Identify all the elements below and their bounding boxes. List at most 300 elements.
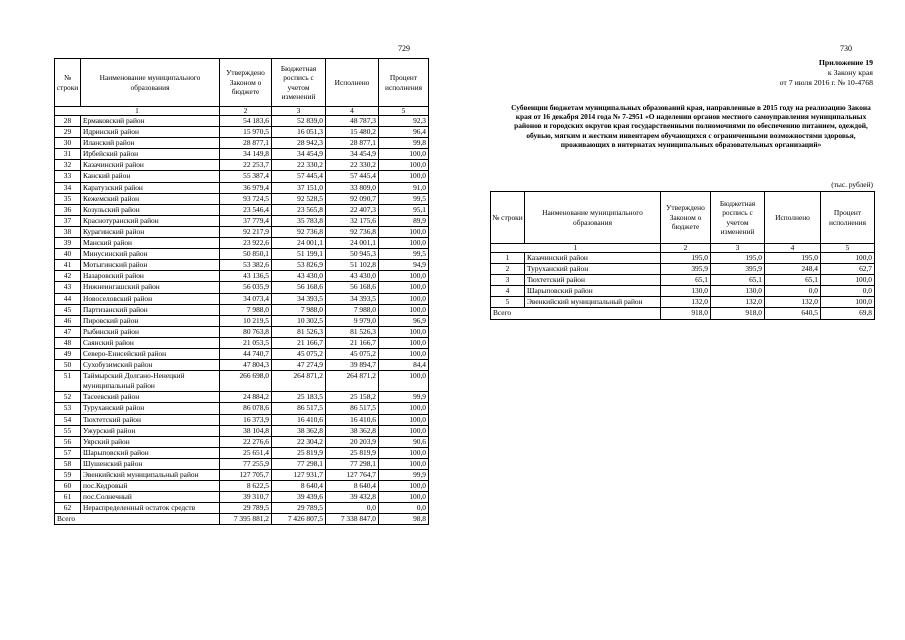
row-number: 59 (55, 470, 81, 481)
municipality-name: Эвенкийский муниципальный район (81, 470, 220, 481)
budget-value: 25 819,9 (272, 447, 326, 458)
executed-value: 92 736,8 (326, 226, 379, 237)
percent-value: 100,0 (379, 226, 429, 237)
approved-value: 195,0 (661, 253, 711, 264)
percent-value: 100,0 (379, 403, 429, 414)
row-number: 28 (55, 116, 81, 127)
municipality-name: Нижнеингашский район (81, 282, 220, 293)
executed-value: 195,0 (765, 253, 821, 264)
appendix-line-2: к Закону края (827, 68, 873, 77)
municipality-name: Шушенский район (81, 458, 220, 469)
approved-value: 266 698,0 (220, 371, 272, 392)
table-row (55, 458, 429, 469)
approved-value: 38 104,8 (220, 425, 272, 436)
executed-value: 8 640,4 (326, 481, 379, 492)
municipality-name: Козульский район (81, 204, 220, 215)
budget-value: 195,0 (711, 253, 765, 264)
row-number: 52 (55, 392, 81, 403)
total-budget: 918,0 (711, 308, 765, 319)
approved-value: 44 740,7 (220, 348, 272, 359)
table-row (55, 503, 429, 514)
budget-value: 35 783,8 (272, 215, 326, 226)
row-number: 31 (55, 149, 81, 160)
approved-value: 25 651,4 (220, 447, 272, 458)
budget-value: 264 871,2 (272, 371, 326, 392)
header-approved: Утверждено Законом о бюджете (661, 192, 711, 244)
approved-value: 43 136,5 (220, 271, 272, 282)
executed-value: 38 362,8 (326, 425, 379, 436)
municipality-name: Туруханский район (81, 403, 220, 414)
municipality-name: Кежемский район (81, 193, 220, 204)
percent-value: 99,5 (379, 249, 429, 260)
table-row (55, 116, 429, 127)
row-number: 35 (55, 193, 81, 204)
percent-value: 100,0 (379, 425, 429, 436)
approved-value: 36 979,4 (220, 182, 272, 193)
percent-value: 90,6 (379, 436, 429, 447)
table-row (55, 149, 429, 160)
percent-value: 99,5 (379, 193, 429, 204)
budget-value: 22 304,2 (272, 436, 326, 447)
table-row (55, 392, 429, 403)
executed-value: 248,4 (765, 264, 821, 275)
header-executed: Исполнено (326, 59, 379, 107)
total-label: Всего (491, 308, 661, 319)
header-percent: Процент исполнения (379, 59, 429, 107)
total-executed: 640,5 (765, 308, 821, 319)
municipality-name: Северо-Енисейский район (81, 348, 220, 359)
row-number: 42 (55, 271, 81, 282)
percent-value: 100,0 (821, 253, 875, 264)
executed-value: 48 787,3 (326, 116, 379, 127)
table-row (55, 348, 429, 359)
unit-label: (тыс. рублей) (831, 180, 873, 189)
row-number: 29 (55, 127, 81, 138)
percent-value: 91,0 (379, 182, 429, 193)
percent-value: 100,0 (379, 304, 429, 315)
executed-value: 16 410,6 (326, 414, 379, 425)
row-number: 56 (55, 436, 81, 447)
budget-value: 29 789,5 (272, 503, 326, 514)
municipality-name: Нераспределенный остаток средств (81, 503, 220, 514)
percent-value: 100,0 (379, 160, 429, 171)
table-row (55, 425, 429, 436)
budget-value: 53 826,9 (272, 260, 326, 271)
approved-value: 28 877,1 (220, 138, 272, 149)
appendix-line-3: от 7 июля 2016 г. № 10-4768 (779, 78, 873, 87)
header-municipality: Наименование муниципального образования (81, 59, 220, 107)
approved-value: 7 988,0 (220, 304, 272, 315)
row-number: 45 (55, 304, 81, 315)
executed-value: 86 517,5 (326, 403, 379, 414)
colnum-3: 3 (272, 107, 326, 116)
approved-value: 34 073,4 (220, 293, 272, 304)
table-row (55, 271, 429, 282)
approved-value: 39 310,7 (220, 492, 272, 503)
executed-value: 0,0 (326, 503, 379, 514)
executed-value: 24 001,1 (326, 238, 379, 249)
percent-value: 100,0 (379, 326, 429, 337)
row-number: 46 (55, 315, 81, 326)
executed-value: 92 090,7 (326, 193, 379, 204)
table-row (55, 138, 429, 149)
left-table (54, 58, 429, 525)
percent-value: 100,0 (379, 371, 429, 392)
executed-value: 33 809,0 (326, 182, 379, 193)
municipality-name: Ирбейский район (81, 149, 220, 160)
approved-value: 22 276,6 (220, 436, 272, 447)
budget-value: 52 839,0 (272, 116, 326, 127)
row-number: 1 (491, 253, 525, 264)
municipality-name: Туруханский район (525, 264, 661, 275)
percent-value: 0,0 (821, 286, 875, 297)
percent-value: 0,0 (379, 503, 429, 514)
appendix-line-1: Приложение 19 (818, 58, 873, 67)
executed-value: 32 175,6 (326, 215, 379, 226)
budget-value: 34 454,9 (272, 149, 326, 160)
municipality-name: Краснотуранский район (81, 215, 220, 226)
row-number: 3 (491, 275, 525, 286)
approved-value: 24 884,2 (220, 392, 272, 403)
municipality-name: Новоселовский район (81, 293, 220, 304)
table-row (55, 171, 429, 182)
table-row (55, 182, 429, 193)
budget-value: 24 001,1 (272, 238, 326, 249)
municipality-name: Тасеевский район (81, 392, 220, 403)
colnum-5: 5 (379, 107, 429, 116)
executed-value: 132,0 (765, 297, 821, 308)
total-row (491, 308, 875, 319)
municipality-name: Уярский район (81, 436, 220, 447)
colnum-5: 5 (821, 244, 875, 253)
total-percent: 98,8 (379, 514, 429, 525)
table-row (55, 226, 429, 237)
budget-value: 65,1 (711, 275, 765, 286)
table-row (55, 403, 429, 414)
budget-value: 92 528,5 (272, 193, 326, 204)
executed-value: 39 432,8 (326, 492, 379, 503)
table-row (55, 293, 429, 304)
municipality-name: Пировский район (81, 315, 220, 326)
table-row (55, 160, 429, 171)
row-number: 32 (55, 160, 81, 171)
row-number: 30 (55, 138, 81, 149)
budget-value: 23 565,8 (272, 204, 326, 215)
executed-value: 25 819,9 (326, 447, 379, 458)
total-label: Всего (55, 514, 220, 525)
row-number: 51 (55, 371, 81, 392)
budget-value: 38 362,8 (272, 425, 326, 436)
row-number: 5 (491, 297, 525, 308)
approved-value: 92 217,9 (220, 226, 272, 237)
table-row (55, 371, 429, 392)
municipality-name: Саянский район (81, 337, 220, 348)
row-number: 61 (55, 492, 81, 503)
table-row (55, 447, 429, 458)
executed-value: 65,1 (765, 275, 821, 286)
approved-value: 21 053,5 (220, 337, 272, 348)
table-row (491, 286, 875, 297)
table-row (55, 470, 429, 481)
executed-value: 51 102,8 (326, 260, 379, 271)
budget-value: 45 075,2 (272, 348, 326, 359)
table-row (55, 315, 429, 326)
executed-value: 39 894,7 (326, 360, 379, 371)
percent-value: 94,9 (379, 260, 429, 271)
municipality-name: Ужурский район (81, 425, 220, 436)
municipality-name: Иланский район (81, 138, 220, 149)
budget-value: 92 736,8 (272, 226, 326, 237)
row-number: 54 (55, 414, 81, 425)
municipality-name: Мотыгинский район (81, 260, 220, 271)
executed-value: 34 393,5 (326, 293, 379, 304)
percent-value: 100,0 (379, 293, 429, 304)
row-number: 57 (55, 447, 81, 458)
budget-value: 56 168,6 (272, 282, 326, 293)
approved-value: 8 622,5 (220, 481, 272, 492)
total-executed: 7 338 847,0 (326, 514, 379, 525)
row-number: 44 (55, 293, 81, 304)
percent-value: 100,0 (379, 348, 429, 359)
approved-value: 23 546,4 (220, 204, 272, 215)
total-budget: 7 426 807,5 (272, 514, 326, 525)
approved-value: 395,9 (661, 264, 711, 275)
executed-value: 21 166,7 (326, 337, 379, 348)
approved-value: 65,1 (661, 275, 711, 286)
executed-value: 50 945,3 (326, 249, 379, 260)
executed-value: 7 988,0 (326, 304, 379, 315)
municipality-name: Эвенкийский муниципальный район (525, 297, 661, 308)
municipality-name: Шарыповский район (81, 447, 220, 458)
budget-value: 132,0 (711, 297, 765, 308)
table-row (55, 282, 429, 293)
budget-value: 51 199,1 (272, 249, 326, 260)
percent-value: 100,0 (379, 271, 429, 282)
right-colnum-row (491, 244, 875, 253)
approved-value: 37 779,4 (220, 215, 272, 226)
colnum-4: 4 (765, 244, 821, 253)
budget-value: 34 393,5 (272, 293, 326, 304)
municipality-name: Назаровский район (81, 271, 220, 282)
municipality-name: Канский район (81, 171, 220, 182)
right-table (490, 191, 875, 320)
percent-value: 100,0 (821, 275, 875, 286)
approved-value: 34 149,8 (220, 149, 272, 160)
budget-value: 77 298,1 (272, 458, 326, 469)
total-percent: 69,8 (821, 308, 875, 319)
executed-value: 22 407,3 (326, 204, 379, 215)
municipality-name: Сухобузимский район (81, 360, 220, 371)
executed-value: 22 330,2 (326, 160, 379, 171)
row-number: 34 (55, 182, 81, 193)
table-row (55, 204, 429, 215)
total-approved: 7 395 881,2 (220, 514, 272, 525)
page-number-right: 730 (840, 44, 852, 53)
percent-value: 100,0 (379, 414, 429, 425)
approved-value: 132,0 (661, 297, 711, 308)
table-row (55, 127, 429, 138)
budget-value: 37 151,0 (272, 182, 326, 193)
colnum-4: 4 (326, 107, 379, 116)
budget-value: 16 410,6 (272, 414, 326, 425)
row-number: 33 (55, 171, 81, 182)
table-row (491, 297, 875, 308)
colnum-3: 3 (711, 244, 765, 253)
approved-value: 15 970,5 (220, 127, 272, 138)
percent-value: 100,0 (379, 447, 429, 458)
header-percent: Процент исполнения (821, 192, 875, 244)
approved-value: 10 219,5 (220, 315, 272, 326)
row-number: 36 (55, 204, 81, 215)
municipality-name: Минусинский район (81, 249, 220, 260)
header-municipality: Наименование муниципального образования (525, 192, 661, 244)
percent-value: 92,3 (379, 116, 429, 127)
row-number: 48 (55, 337, 81, 348)
row-number: 40 (55, 249, 81, 260)
executed-value: 0,0 (765, 286, 821, 297)
approved-value: 86 078,6 (220, 403, 272, 414)
percent-value: 100,0 (379, 492, 429, 503)
row-number: 37 (55, 215, 81, 226)
budget-value: 47 274,9 (272, 360, 326, 371)
percent-value: 100,0 (379, 149, 429, 160)
colnum-1: 1 (491, 244, 661, 253)
row-number: 47 (55, 326, 81, 337)
municipality-name: Партизанский район (81, 304, 220, 315)
approved-value: 47 804,3 (220, 360, 272, 371)
municipality-name: Шарыповский район (525, 286, 661, 297)
approved-value: 29 789,5 (220, 503, 272, 514)
percent-value: 99,9 (379, 392, 429, 403)
left-colnum-row (55, 107, 429, 116)
table-row (55, 481, 429, 492)
header-row-number: № строки (491, 192, 525, 244)
percent-value: 96,9 (379, 315, 429, 326)
percent-value: 100,0 (379, 481, 429, 492)
budget-value: 10 302,5 (272, 315, 326, 326)
colnum-2: 2 (661, 244, 711, 253)
row-number: 60 (55, 481, 81, 492)
row-number: 62 (55, 503, 81, 514)
municipality-name: пос.Солнечный (81, 492, 220, 503)
row-number: 38 (55, 226, 81, 237)
budget-value: 28 942,3 (272, 138, 326, 149)
right-header-row (491, 192, 875, 244)
row-number: 50 (55, 360, 81, 371)
colnum-2: 2 (220, 107, 272, 116)
approved-value: 54 183,6 (220, 116, 272, 127)
table-row (55, 215, 429, 226)
percent-value: 100,0 (379, 171, 429, 182)
percent-value: 95,1 (379, 204, 429, 215)
budget-value: 86 517,5 (272, 403, 326, 414)
municipality-name: Курагинский район (81, 226, 220, 237)
table-row (55, 436, 429, 447)
header-budget-schedule: Бюджетная роспись с учетом изменений (711, 192, 765, 244)
right-table-body (491, 253, 875, 320)
budget-value: 127 931,7 (272, 470, 326, 481)
approved-value: 127 705,7 (220, 470, 272, 481)
table-row (491, 253, 875, 264)
budget-value: 395,9 (711, 264, 765, 275)
executed-value: 20 203,9 (326, 436, 379, 447)
approved-value: 77 255,9 (220, 458, 272, 469)
approved-value: 22 253,7 (220, 160, 272, 171)
percent-value: 62,7 (821, 264, 875, 275)
left-header-row (55, 59, 429, 107)
approved-value: 16 373,9 (220, 414, 272, 425)
executed-value: 25 158,2 (326, 392, 379, 403)
table-row (55, 360, 429, 371)
budget-value: 25 183,5 (272, 392, 326, 403)
page-number-left: 729 (398, 44, 410, 53)
approved-value: 53 382,6 (220, 260, 272, 271)
municipality-name: Идринский район (81, 127, 220, 138)
executed-value: 9 979,0 (326, 315, 379, 326)
table-row (55, 326, 429, 337)
percent-value: 100,0 (379, 282, 429, 293)
table-row (55, 492, 429, 503)
budget-value: 7 988,0 (272, 304, 326, 315)
percent-value: 100,0 (379, 458, 429, 469)
approved-value: 130,0 (661, 286, 711, 297)
executed-value: 81 526,3 (326, 326, 379, 337)
document-title: Субвенции бюджетам муниципальных образований края, направленные в 2015 году на реализацию Закона края от 16 декабря 2014 года № 7-2951 «О наделении органов местного самоуправления муниципальных районов и городских округов края государственными полномочиями по обеспечению питанием, одеждой, обувью, мягким и жестким инвентарем обучающихся с ограниченными возможностями здоровья, проживающих в интернатах муниципальных образовательных организаций» (511, 103, 871, 149)
row-number: 39 (55, 238, 81, 249)
table-row (55, 238, 429, 249)
percent-value: 100,0 (379, 337, 429, 348)
approved-value: 80 763,8 (220, 326, 272, 337)
executed-value: 56 168,6 (326, 282, 379, 293)
approved-value: 55 387,4 (220, 171, 272, 182)
left-table-body (55, 116, 429, 525)
executed-value: 34 454,9 (326, 149, 379, 160)
header-executed: Исполнено (765, 192, 821, 244)
executed-value: 15 480,2 (326, 127, 379, 138)
budget-value: 16 051,3 (272, 127, 326, 138)
budget-value: 81 526,3 (272, 326, 326, 337)
row-number: 43 (55, 282, 81, 293)
budget-value: 22 330,2 (272, 160, 326, 171)
percent-value: 89,9 (379, 215, 429, 226)
executed-value: 264 871,2 (326, 371, 379, 392)
executed-value: 57 445,4 (326, 171, 379, 182)
percent-value: 99,9 (379, 470, 429, 481)
percent-value: 99,8 (379, 138, 429, 149)
executed-value: 45 075,2 (326, 348, 379, 359)
municipality-name: Ермаковский район (81, 116, 220, 127)
budget-value: 8 640,4 (272, 481, 326, 492)
municipality-name: пос.Кедровый (81, 481, 220, 492)
percent-value: 100,0 (379, 238, 429, 249)
percent-value: 84,4 (379, 360, 429, 371)
header-approved: Утверждено Законом о бюджете (220, 59, 272, 107)
budget-value: 57 445,4 (272, 171, 326, 182)
table-row (55, 304, 429, 315)
approved-value: 93 724,5 (220, 193, 272, 204)
executed-value: 28 877,1 (326, 138, 379, 149)
municipality-name: Каратузский район (81, 182, 220, 193)
table-row (491, 275, 875, 286)
total-approved: 918,0 (661, 308, 711, 319)
municipality-name: Тюхтетский район (81, 414, 220, 425)
municipality-name: Казачинский район (525, 253, 661, 264)
approved-value: 50 850,1 (220, 249, 272, 260)
executed-value: 77 298,1 (326, 458, 379, 469)
municipality-name: Рыбинский район (81, 326, 220, 337)
percent-value: 100,0 (821, 297, 875, 308)
row-number: 2 (491, 264, 525, 275)
